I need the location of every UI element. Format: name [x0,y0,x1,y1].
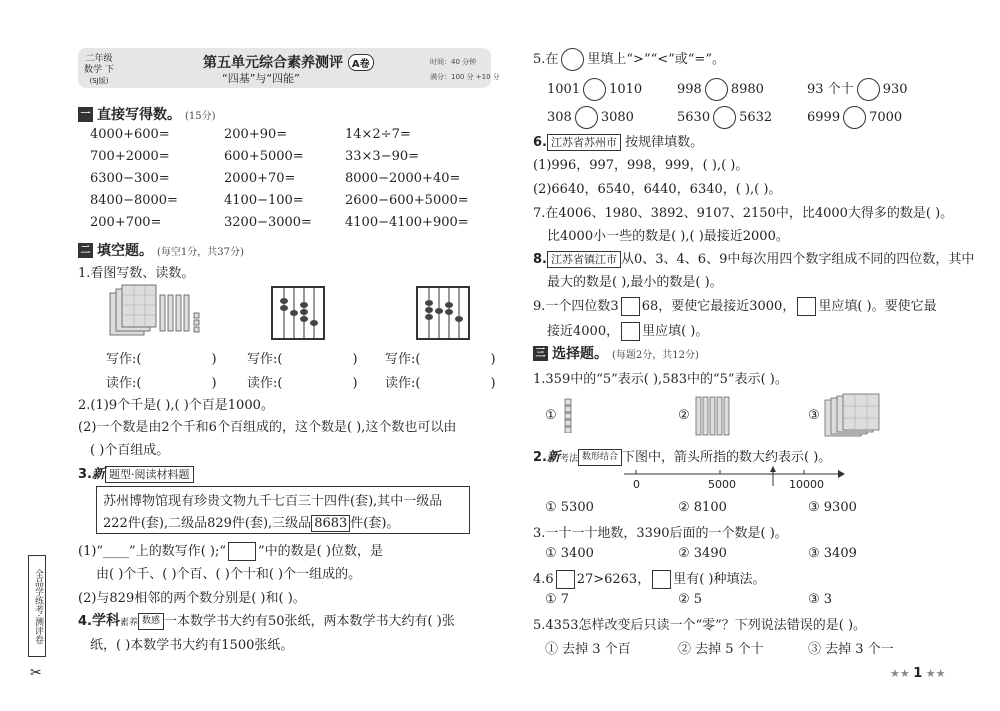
thousand-cube [122,285,156,327]
page-title [203,52,374,72]
close-paren: ) [352,376,358,391]
q2-1-text: 1.看图写数、读数。 [78,266,195,281]
calc-item: 700+2000= [90,149,170,164]
write-label: 写作:( [106,352,142,367]
compare-right: 5632 [739,110,773,125]
q8-line2: 最大的数是( ),最小的数是( )。 [547,275,723,290]
compare-circle[interactable] [857,78,880,101]
digit-box[interactable] [797,297,816,316]
close-paren: ) [490,376,496,391]
s3-q2-tag2: 数形结合 [578,449,622,466]
q8-line1 [533,248,974,268]
q9-line2 [547,320,708,341]
material-line1: 苏州博物馆现有珍贵文物九千七百三十四件(套),其中一级品 [103,494,443,509]
calc-item: 8400−8000= [90,193,178,208]
material-line2a: 222件(套),二级品829件(套),三级品 [103,516,312,531]
q2-3-header [78,463,194,483]
q3-tag: 题型·阅读材料题 [105,466,194,483]
read-blank [247,372,358,391]
q6-text: 按规律填数。 [625,135,704,150]
section3-header [533,343,699,363]
q3-part1a: (1)“____”上的数写作( );“ [78,544,227,559]
calc-item: 3200−3000= [224,215,312,230]
abacus-bead [425,314,433,320]
s3-q4-text2: 27>6263， [576,572,651,587]
s3-q2-opt2[interactable]: ② 8100 [678,500,727,515]
s3-q2-tag1: 考法 [560,454,579,464]
s3-q5-opt2[interactable]: ② 去掉 5 个十 [678,642,764,657]
compare-right: 930 [882,82,908,97]
compare-item [807,106,902,129]
abacus-bead [445,309,453,315]
abacus-2 [413,283,473,343]
write-blank [385,348,496,367]
score-label: 满分：100 分 +10 分 [430,73,500,81]
abacus-bead [300,309,308,315]
unit-cube [194,313,199,318]
edition: (SJ版) [89,77,109,85]
q2-2b-line2: ( )个百组成。 [90,443,170,458]
q3-tag2: 阅读材料题 [134,468,190,481]
compare-right: 8980 [730,82,764,97]
hundred-flats-picture [823,392,885,438]
ten-rods-picture [694,395,734,437]
abacus-bead [310,320,318,326]
cubes-picture [104,283,214,343]
abacus-bead [435,308,443,314]
compare-item [807,78,908,101]
abacus-1 [268,283,328,343]
section1-header [78,104,216,124]
q8-number: 8. [533,252,547,267]
q3-part2: (2)与829相邻的两个数分别是( )和( )。 [78,591,306,606]
q3-number: 3. [78,467,92,482]
blank-box[interactable] [228,542,256,561]
calc-item: 8000−2000+40= [345,171,461,186]
scissors-icon: ✂ [30,665,42,681]
s3-q5: 5.4353怎样改变后只读一个“零”？下列说法错误的是( )。 [533,618,867,633]
compare-right: 3080 [600,110,634,125]
s3-q1-opt1[interactable]: ① [545,408,557,423]
compare-left: 6999 [807,110,841,125]
calc-item: 33×3−90= [345,149,420,164]
s3-q1-opt3[interactable]: ③ [808,408,820,423]
q6-part2: (2)6640，6540，6440，6340，( ),( )。 [533,182,782,197]
compare-left: 308 [547,110,572,125]
compare-item [677,78,764,101]
page-number: ★★ 1 ★★ [890,666,946,681]
s3-q2-opt3[interactable]: ③ 9300 [808,500,857,515]
s3-q3: 3.一十一十地数，3390后面的一个数是( )。 [533,526,788,541]
abacus-bead [290,310,298,316]
write-blank [247,348,358,367]
calc-item: 4100−100= [224,193,304,208]
compare-circle[interactable] [713,106,736,129]
pointer-arrow-head [770,466,776,472]
digit-box[interactable] [652,570,671,589]
q3-tag1: 题型 [109,468,131,481]
section1-number: 一 [78,107,93,122]
digit-box[interactable] [556,570,575,589]
time-label: 时间：40 分钟 [430,58,477,66]
close-paren: ) [211,352,217,367]
q9-text2: 68，要使它最接近3000， [641,299,796,314]
ten-rod [184,295,189,331]
s3-q5-opt3[interactable]: ③ 去掉 3 个一 [808,642,894,657]
abacus-bead [280,305,288,311]
s3-q4-text1: 4.6 [533,572,554,587]
unit-cubes-picture [563,397,573,433]
new-badge: 新 [91,467,105,482]
page-subtitle: “四基”与“四能” [222,72,300,85]
read-label: 读作:( [385,376,421,391]
compare-right: 7000 [869,110,903,125]
write-label: 写作:( [385,352,421,367]
side-banner: 全品学练考·测评卷 [28,555,46,657]
q2-5-header [533,48,725,71]
compare-item [547,106,634,129]
section1-title: 直接写得数。 [97,107,181,123]
digit-box[interactable] [621,297,640,316]
close-paren: ) [352,352,358,367]
compare-circle[interactable] [843,106,866,129]
axis-5000: 5000 [708,478,736,491]
abacus-bead [300,302,308,308]
section1-note: (15分) [185,110,216,122]
read-blank [106,372,217,391]
s3-q3-opt2[interactable]: ② 3490 [678,546,727,561]
ten-rod [160,295,165,331]
abacus-bead [300,316,308,322]
q2-6-header [533,131,703,151]
q6-region-tag: 江苏省苏州市 [547,134,621,151]
unit-cube [194,320,199,325]
calc-item: 6300−300= [90,171,170,186]
s3-q2 [533,446,831,466]
calc-item: 2000+70= [224,171,296,186]
q8-region-tag: 江苏省镇江市 [547,251,621,268]
close-paren: ) [211,376,217,391]
q9-text5: 里应填( )。 [642,324,709,339]
write-label: 写作:( [247,352,283,367]
s3-q3-opt3[interactable]: ③ 3409 [808,546,857,561]
q7-line2: 比4000小一些的数是( ),( )最接近2000。 [547,229,789,244]
q5-text-a: 5.在 [533,52,559,67]
s3-q4 [533,568,766,589]
s3-q2-opt1[interactable]: ① 5300 [545,500,594,515]
new-badge: 新 [546,450,560,465]
compare-left: 1001 [547,82,581,97]
compare-circle[interactable] [561,48,584,71]
calc-item: 200+700= [90,215,162,230]
write-blank [106,348,217,367]
compare-left: 998 [677,82,702,97]
version-badge: A卷 [348,54,374,71]
calc-item: 4100−4100+900= [345,215,469,230]
compare-right: 1010 [609,82,643,97]
q4-tag2: 素养 [119,618,138,628]
compare-item [677,106,772,129]
section2-note: (每空1分，共37分) [157,246,244,258]
s3-q4-opt3[interactable]: ③ 3 [808,592,833,607]
q5-text-b: 里填上“>”“<”或“=”。 [587,52,725,67]
q2-2b-line1: (2)一个数是由2个千和6个百组成的，这个数是( ),这个数也可以由 [78,420,457,435]
axis-10000: 10000 [789,478,824,491]
page-number-value: 1 [913,666,923,681]
s3-q4-text3: 里有( )种填法。 [673,572,766,587]
read-label: 读作:( [106,376,142,391]
abacus-bead [455,316,463,322]
s3-q3-opt1[interactable]: ① 3400 [545,546,594,561]
material-line2c: 件(套)。 [350,516,400,531]
compare-left: 93 个十 [807,82,854,97]
grade: 二年级 [85,54,113,64]
abacus-bead [445,302,453,308]
digit-box[interactable] [621,322,640,341]
calc-item: 600+5000= [224,149,304,164]
compare-left: 5630 [677,110,711,125]
section3-number: 三 [533,346,548,361]
read-blank [385,372,496,391]
calc-item: 2600−600+5000= [345,193,469,208]
s3-q1: 1.359中的“5”表示( ),583中的“5”表示( )。 [533,372,788,387]
q3-part1-line2: 由( )个千、( )个百、( )个十和( )个一组成的。 [96,567,362,582]
ten-rod [176,295,181,331]
ten-rod [168,295,173,331]
q3-part1b: ”中的数是( )位数，是 [258,544,383,559]
boxed-number: 8683 [311,515,350,532]
section3-title: 选择题。 [552,346,608,362]
axis-0: 0 [633,478,640,491]
s3-q1-opt2[interactable]: ② [678,408,690,423]
calc-item: 4000+600= [90,127,170,142]
q9-text4: 接近4000， [547,324,620,339]
section3-note: (每题2分，共12分) [612,349,699,361]
abacus-bead [425,300,433,306]
title-text: 第五单元综合素养测评 [203,55,343,71]
q4-tag3: 数感 [138,613,164,630]
q4-text1: 一本数学书大约有50张纸，两本数学书大约有( )张 [164,614,455,629]
q6-number: 6. [533,135,547,150]
q2-4-line2: 纸，( )本数学书大约有1500张纸。 [90,638,294,653]
q3-part1 [78,540,383,561]
unit-cube [194,327,199,332]
term: 下 [104,65,114,75]
calc-item: 200+90= [224,127,288,142]
q6-part1: (1)996，997，998，999，( ),( )。 [533,158,749,173]
compare-circle[interactable] [575,106,598,129]
q2-2a: 2.(1)9个千是( ),( )个百是1000。 [78,398,274,413]
compare-circle[interactable] [583,78,606,101]
q9-line1 [533,295,937,316]
q9-text3: 里应填( )。要使它最 [818,299,937,314]
q4-tag1: 学科 [91,613,120,629]
q7-line1: 7.在4006、1980、3892、9107、2150中，比4000大得多的数是( )。 [533,206,954,221]
reading-material-box [96,486,470,534]
compare-circle[interactable] [705,78,728,101]
section2-number: 二 [78,243,93,258]
section2-header [78,240,244,260]
abacus-bead [280,298,288,304]
q8-text: 从0、3、4、6、9中每次用四个数字组成不同的四位数，其中 [620,252,975,267]
s3-q2-text: 下图中，箭头所指的数大约表示( )。 [622,450,832,465]
grade-label [84,54,114,87]
q4-number: 4. [78,614,92,629]
close-paren: ) [490,352,496,367]
section2-title: 填空题。 [97,243,153,259]
abacus-bead [425,307,433,313]
calc-item: 14×2÷7= [345,127,411,142]
compare-item [547,78,642,101]
material-line2 [103,512,399,531]
q9-text1: 9.一个四位数3 [533,299,619,314]
s3-q4-opt1[interactable]: ① 7 [545,592,570,607]
s3-q4-opt2[interactable]: ② 5 [678,592,703,607]
subject: 数学 [84,65,103,75]
read-label: 读作:( [247,376,283,391]
s3-q5-opt1[interactable]: ① 去掉 3 个百 [545,642,631,657]
q2-4-line1 [78,610,455,630]
s3-q2-number: 2. [533,450,547,465]
